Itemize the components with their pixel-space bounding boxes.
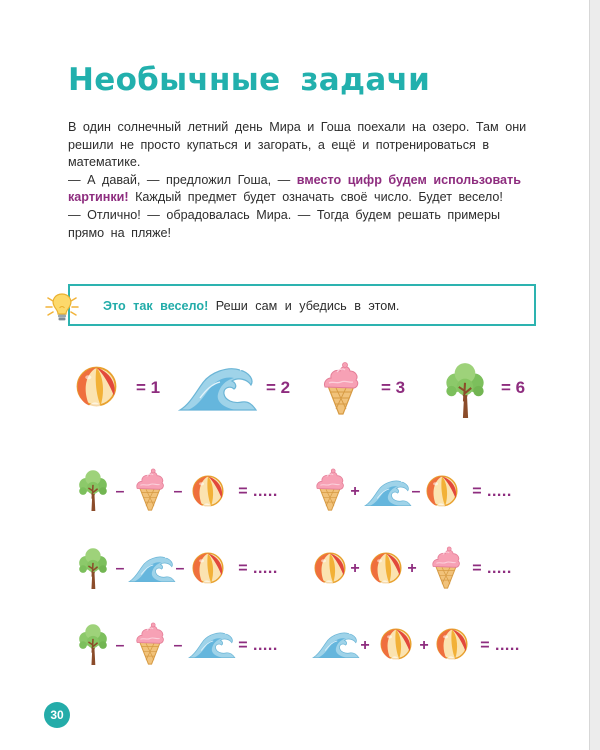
story-highlight: вместо цифр будем использовать картинки! (68, 172, 521, 205)
minus-sign: – (115, 483, 125, 500)
answer-blank: = ..... (238, 637, 278, 654)
page-number: 30 (44, 702, 70, 728)
plus-sign: + (407, 560, 417, 577)
wave-icon (364, 478, 412, 507)
story-paragraph-1: В один солнечный летний день Мира и Гоша поехали на озеро. Там они решили не просто купаться и загорать, а ещё и потренироваться в математике. (68, 120, 527, 170)
tip-box (68, 284, 536, 326)
minus-sign: – (411, 483, 421, 500)
tip-accent: Это так весело! (103, 299, 209, 313)
minus-sign: – (173, 637, 183, 654)
story-p2-end: Каждый предмет будет означать своё число. Будет весело! (128, 190, 503, 205)
beach-ball-icon (314, 552, 346, 584)
tree-icon (76, 468, 110, 511)
wave-icon (128, 554, 176, 583)
legend-wave-icon (178, 364, 258, 412)
tree-icon (76, 546, 110, 589)
minus-sign: – (115, 637, 125, 654)
answer-blank: = ..... (472, 483, 512, 500)
ice-cream-icon (314, 466, 346, 511)
story-paragraph-3: — Отлично! — обрадовалась Мира. — Тогда будем решать примеры прямо на пляже! (68, 207, 500, 240)
legend-wave-value: = 2 (265, 378, 291, 397)
page-edge-line (589, 0, 590, 750)
legend-tree-value: = 6 (500, 378, 526, 397)
beach-ball-icon (436, 628, 468, 660)
minus-sign: – (173, 483, 183, 500)
page-title: Необычные задачи (68, 62, 431, 98)
plus-sign: + (350, 483, 360, 500)
ice-cream-icon (430, 544, 462, 589)
beach-ball-icon (370, 552, 402, 584)
plus-sign: + (360, 637, 370, 654)
minus-sign: – (175, 560, 185, 577)
answer-blank: = ..... (238, 483, 278, 500)
answer-blank: = ..... (238, 560, 278, 577)
beach-ball-icon (192, 552, 224, 584)
page-edge (590, 0, 600, 750)
tip-text (103, 299, 399, 313)
ice-cream-icon (134, 466, 166, 511)
minus-sign: – (115, 560, 125, 577)
answer-blank: = ..... (480, 637, 520, 654)
legend-icecream-value: = 3 (380, 378, 406, 397)
ice-cream-icon (134, 620, 166, 665)
wave-icon (312, 630, 360, 659)
tree-icon (76, 622, 110, 665)
plus-sign: + (419, 637, 429, 654)
answer-blank: = ..... (472, 560, 512, 577)
legend-ball-value: = 1 (135, 378, 161, 397)
beach-ball-icon (192, 475, 224, 507)
legend-ball-icon (76, 366, 117, 407)
plus-sign: + (350, 560, 360, 577)
lightbulb-icon (44, 290, 80, 324)
beach-ball-icon (380, 628, 412, 660)
beach-ball-icon (426, 475, 458, 507)
legend-tree-icon (442, 360, 488, 418)
story-paragraph-2 (68, 172, 528, 207)
story-p2-start: — А давай, — предложил Гоша, — (68, 172, 297, 187)
wave-icon (188, 630, 236, 659)
legend-icecream-icon (321, 359, 361, 415)
story-text (68, 119, 528, 242)
tip-message: Реши сам и убедись в этом. (208, 299, 400, 313)
